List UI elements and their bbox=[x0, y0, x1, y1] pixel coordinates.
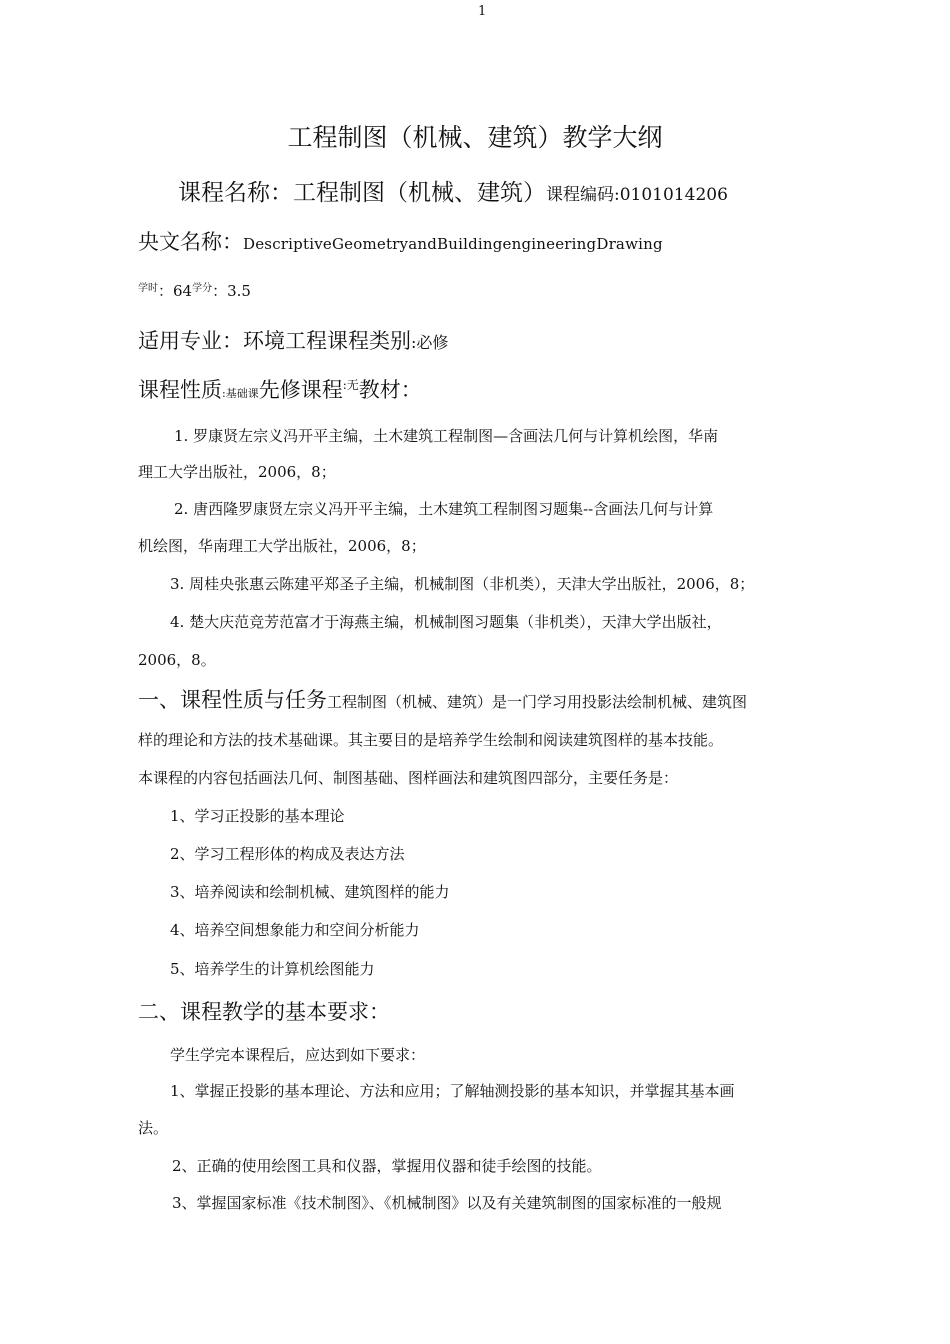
section-2-heading: 二、课程教学的基本要求： bbox=[138, 1000, 390, 1024]
prereq-value: :无 bbox=[342, 378, 359, 392]
nature-label: 课程性质 bbox=[138, 378, 222, 402]
course-name-value: 工程制图（机械、建筑） bbox=[293, 180, 546, 206]
category-label: 课程类别 bbox=[327, 329, 411, 353]
section-2-intro: 学生学完本课程后，应达到如下要求： bbox=[170, 1046, 426, 1064]
textbook-4-line-2: 2006，8。 bbox=[138, 651, 216, 669]
textbook-1-line-2: 理工大学出版社，2006，8； bbox=[138, 463, 336, 481]
english-name-label: 央文名称： bbox=[138, 230, 243, 254]
textbook-label: 教材： bbox=[358, 378, 422, 402]
section-1-text-3: 本课程的内容包括画法几何、制图基础、图样画法和建筑图四部分，主要任务是： bbox=[138, 769, 679, 787]
english-name-value: DescriptiveGeometryandBuildingengineeringDrawing bbox=[243, 235, 663, 253]
major-value: 环境工程 bbox=[243, 329, 327, 353]
document-title: 工程制图（机械、建筑）教学大纲 bbox=[287, 123, 663, 152]
major-label: 适用专业： bbox=[138, 329, 243, 353]
requirement-1-line-2: 法。 bbox=[138, 1119, 169, 1137]
english-name-line bbox=[138, 226, 663, 256]
nature-value: :基础课 bbox=[222, 387, 259, 400]
textbook-2-line-1: 2. 唐西隆罗康贤左宗义冯开平主编，土木建筑工程制图习题集--含画法几何与计算 bbox=[174, 500, 714, 518]
task-item-5: 5、培养学生的计算机绘图能力 bbox=[170, 960, 375, 978]
requirement-1-line-1: 1、掌握正投影的基本理论、方法和应用；了解轴测投影的基本知识，并掌握其基本画 bbox=[170, 1082, 735, 1100]
course-code-value: :0101014206 bbox=[614, 185, 728, 205]
credits-label: 学分 bbox=[192, 283, 213, 294]
textbook-3: 3. 周桂央张惠云陈建平郑圣子主编，机械制图（非机类），天津大学出版社，2006，8； bbox=[170, 575, 755, 593]
section-1-text-1: 工程制图（机械、建筑）是一门学习用投影法绘制机械、建筑图 bbox=[327, 693, 748, 711]
section-1-first-line bbox=[138, 684, 747, 714]
hours-value: ：64 bbox=[158, 282, 193, 300]
textbook-4-line-1: 4. 楚大庆范竞芳范富才于海燕主编，机械制图习题集（非机类），天津大学出版社， bbox=[170, 613, 722, 631]
course-name-line bbox=[178, 174, 728, 207]
section-1-text-2: 样的理论和方法的技术基础课。其主要目的是培养学生绘制和阅读建筑图样的基本技能。 bbox=[138, 731, 724, 749]
task-item-4: 4、培养空间想象能力和空间分析能力 bbox=[170, 921, 420, 939]
credits-value: ：3.5 bbox=[212, 282, 251, 300]
category-value: :必修 bbox=[411, 333, 449, 352]
task-item-2: 2、学习工程形体的构成及表达方法 bbox=[170, 845, 405, 863]
hours-label: 学时 bbox=[138, 283, 158, 294]
prereq-label: 先修课程 bbox=[258, 378, 343, 402]
textbook-2-line-2: 机绘图，华南理工大学出版社，2006，8； bbox=[138, 537, 426, 555]
nature-line bbox=[138, 374, 422, 404]
hours-credits-line bbox=[138, 279, 251, 301]
course-name-label: 课程名称： bbox=[178, 180, 293, 206]
section-1-heading: 一、课程性质与任务 bbox=[138, 688, 327, 712]
page-number: 1 bbox=[478, 4, 487, 19]
requirement-2: 2、正确的使用绘图工具和仪器，掌握用仪器和徒手绘图的技能。 bbox=[172, 1157, 602, 1175]
requirement-3: 3、掌握国家标准《技术制图》、《机械制图》以及有关建筑制图的国家标准的一般规 bbox=[172, 1194, 722, 1212]
task-item-1: 1、学习正投影的基本理论 bbox=[170, 807, 345, 825]
course-code-label: 课程编码 bbox=[546, 185, 614, 205]
major-line bbox=[138, 325, 448, 355]
task-item-3: 3、培养阅读和绘制机械、建筑图样的能力 bbox=[170, 883, 450, 901]
textbook-1-line-1: 1. 罗康贤左宗义冯开平主编，土木建筑工程制图—含画法几何与计算机绘图，华南 bbox=[174, 427, 719, 445]
